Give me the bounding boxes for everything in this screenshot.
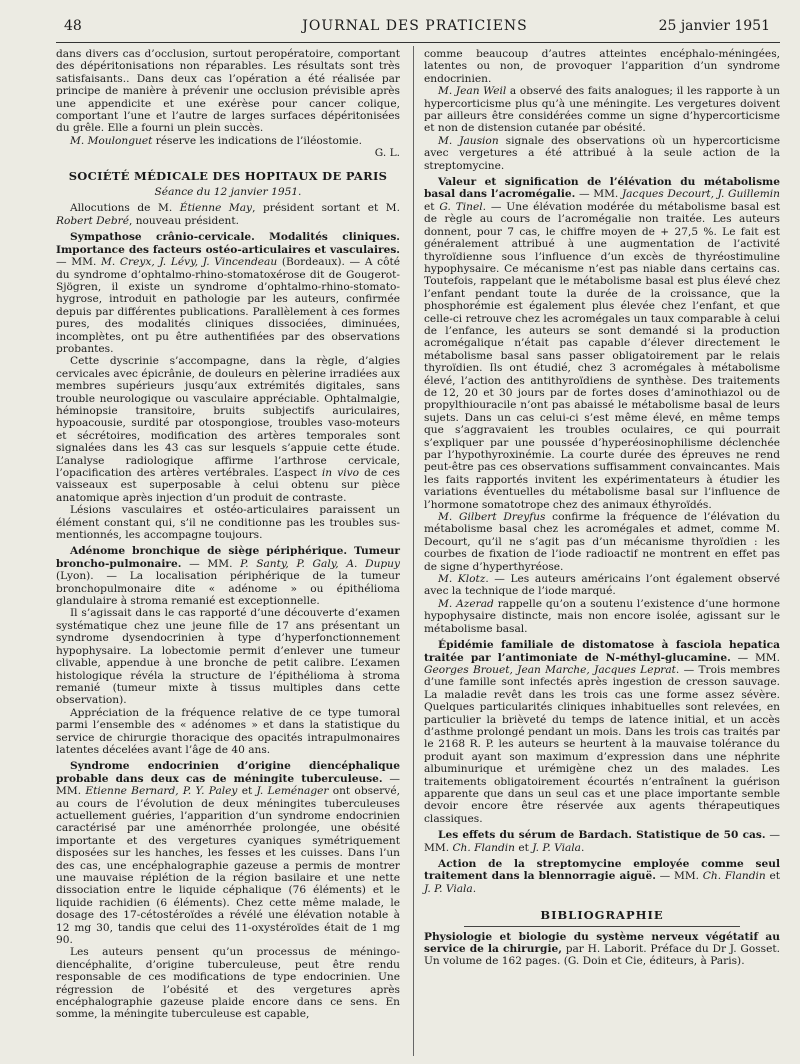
header-rule (56, 42, 780, 43)
paragraph: Lésions vasculaires et ostéo-articulaires paraissent un élément constant qui, s’il ne conditionne pas les troubles sus-mentionnés, les accompagne toujours. (56, 504, 400, 542)
article-adenome (56, 545, 400, 607)
bibliography-heading: BIBLIOGRAPHIE (540, 908, 664, 923)
text: par H. Laborit. Préface du Dr J. Gosset. Un volume de 162 pages. (G. Doin et Cie, éditeurs, à Paris). (424, 943, 780, 968)
author-name: M. Jean Weil (438, 85, 507, 98)
author-name: J. Leménager (256, 785, 329, 798)
paragraph (424, 135, 780, 172)
author-name: J. P. Viala (424, 882, 473, 895)
article-metabolisme (424, 176, 780, 511)
paragraph (56, 355, 400, 504)
article-title: Valeur et signification de l’élévation du métabolisme basal dans l’acromégalie. (424, 176, 780, 201)
text: — MM. (730, 651, 781, 664)
bibliography-rule (464, 926, 740, 927)
author-name: Étienne May (179, 202, 253, 215)
text: . — Trois membres d’une famille sont infectés après ingestion de cresson sauvage. La maladie revêt dans les trois cas une forme assez sévère. Quelques particularités cliniques inhabituelles sont relevées, en particulier la brièveté du temps de latence initial, et un accès d’asthme prolongé pendant un mois. Dans les trois cas traités par le 2168 R. P. les auteurs se heurtent à la mauvaise tolérance du produit ayant son maximum d’expression dans une néphrite albuminurique et urémigène chez un des malades. Les traitements obligatoirement écourtés n’entraînent la guérison apparente que dans un seul cas et une place importante semble devoir encore être réservée aux agents thérapeutiques classiques. (424, 663, 781, 825)
text: ont observé, au cours de l’évolution de deux méningites tuberculeuses actuellement guéries, l’apparition d’un syndrome endocrinien caractérisé par une aménorrhée prolongée, une obésité importante et des vergetures cyaniques symétriquement disposées sur les hanches, les fesses et les cuisses. Dans l’un des cas, une encéphalographie gazeuse a permis de montrer une mauvaise réplétion de la région basilaire et une nette dissociation entre le liquide céphalique (76 éléments) et le liquide rachidien (6 éléments). Chez cette même malade, le dosage des 17-cétostéroïdes a révélé une élévation notable à 12 mg 30, tandis que celui des 11-oxystéroïdes était de 1 mg 90. (56, 785, 400, 947)
text: — MM. (56, 256, 102, 269)
column-divider (413, 46, 414, 1056)
paragraph: Appréciation de la fréquence relative de ce type tumoral parmi l’ensemble des « adénomes » et dans la statistique du service de chirurgie thoracique des opacités intrapulmonaires latentes décelées avant l’âge de 40 ans. (56, 706, 400, 756)
text: — MM. (575, 188, 622, 201)
paragraph (424, 511, 780, 573)
text: — MM. (181, 557, 241, 570)
text: — MM. (655, 870, 703, 883)
author-names: Jacques Decourt, J. Guillemin (621, 188, 781, 201)
author-name: M. Azerad (438, 597, 494, 610)
text: Allocutions de M. (70, 202, 180, 215)
paragraph (424, 598, 780, 635)
article-syndrome (56, 760, 400, 946)
text: et (765, 870, 780, 883)
text: . — Une élévation modérée du métabolisme basal est de règle au cours de l’acromégalie non traitée. Les auteurs donnent, pour 7 cas, le chiffre moyen de + 27,5 %. Le fait est généralement attribué à une augmentation de l’activité thyroïdienne sous l’influence d’un excès de thyréostimuline hypophysaire. Ce mécanisme n’est pas niable dans certains cas. Toutefois, rappelant que le métabolisme basal est plus élevé chez l’enfant pendant toute la durée de la croissance, que la phosphorémie est également plus élevée chez l’enfant, et que celle-ci retrouve chez les acromégales un taux comparable à celui de l’enfance, les auteurs se sont demandé si la production acromégalique n’était pas capable d’élever directement le métabolisme basal sans passer obligatoirement par le relais thyroïdien. Ils ont étudié, chez 3 acromégales à métabolisme élevé, l’action des antithyroïdiens de synthèse. Des traitements de 12, 20 et 30 jours par de fortes doses d’aminothiazol ou de propylthiouracile n’ont pas abaissé le métabolisme basal de leurs sujets. Dans un cas celui-ci s’est même élevé, en même temps que s’aggravaient les troubles oculaires, ce qui pourrait s’expliquer par une poussée d’hyperéosinophilisme déclenchée par l’hypothyroxinémie. La courte durée des épreuves ne rend peut-être pas ces observations suffisamment convaincantes. Mais les faits rapportés invitent les expérimentateurs à étudier les variations éventuelles du métabolisme basal sur l’influence de l’hormone somatotrope chez des animaux éthyroïdés. (424, 200, 780, 511)
page-number: 48 (64, 18, 82, 34)
article-title: Les effets du sérum de Bardach. Statistique de 50 cas. (438, 829, 766, 842)
text: (Lyon). — La localisation périphérique de la tumeur bronchopulmonaire dite « adénome » ou épithélioma glandulaire à stroma remanié est exceptionnelle. (56, 570, 400, 608)
author-name: G. Tinel (439, 200, 483, 213)
signature: G. L. (374, 147, 400, 160)
author-names: M. Creyx, J. Lévy, J. Vincendeau (101, 256, 278, 269)
paragraph (56, 202, 400, 227)
author-name: M. Jausion (438, 134, 499, 147)
text: — MM. (424, 829, 781, 854)
article-title: Sympathose crânio-cervicale. Modalités cliniques. Importance des facteurs ostéo-articulaires et vasculaires. (56, 231, 400, 256)
author-name: M. Gilbert Dreyfus (438, 511, 546, 524)
text: et (424, 200, 440, 213)
issue-date: 25 janvier 1951 (658, 18, 770, 34)
text: , président sortant et M. (252, 202, 400, 215)
text: . (472, 882, 477, 895)
paragraph: Il s’agissait dans le cas rapporté d’une découverte d’examen systématique chez une jeune fille de 17 ans présentant un syndrome dysendocrinien à type d’hyperfonctionnement hypophysaire. La lobectomie permit d’enlever une tumeur clivable, appendue à une bronche de petit calibre. L’examen histologique révéla la structure de l’épithélioma à stroma remanié (tumeur mixte à tissus multiples dans cette observation). (56, 607, 400, 707)
text: a observé des faits analogues; il les rapporte à un hypercorticisme plus qu’à une méningite. Les vergetures doivent par ailleurs être considérées comme un signe d’hypercorticisme et non de distension cutanée par obésité. (424, 85, 780, 135)
author-name: Robert Debré (56, 214, 129, 227)
text: signale des observations où un hypercorticisme avec vergetures a été attribué à la seule action de la streptomycine. (424, 134, 780, 172)
author-name: J. P. Viala (532, 841, 581, 854)
text: . (581, 841, 585, 854)
book-title: Physiologie et biologie du système nerveux végétatif au service de la chirurgie, (424, 930, 780, 956)
text: , nouveau président. (128, 214, 239, 227)
article-distomatose (424, 639, 780, 825)
text: Cette dyscrinie s’accompagne, dans la règle, d’algies cervicales avec épicrânie, de douleurs en pèlerine irradiées aux membres supérieurs jusqu’aux extrémités digitales, sans trouble neurologique ou vasculaire appréciable. Ophtalmalgie, héminopsie transitoire, bruits subjectifs auriculaires, hypoacousie, surdité par otospongiose, troubles vaso-moteurs et sécrétoires, modification des artères temporales sont signalées dans les 43 cas sur lesquels s’appuie cette étude. L’analyse radiologique affirme l’arthrose cervicale, l’opacification des artères vertébrales. L’aspect (56, 355, 400, 479)
article-sympathose (56, 231, 400, 355)
right-column (424, 48, 780, 968)
article-streptomycine (424, 858, 780, 895)
author-names: P. Santy, P. Galy, A. Dupuy (240, 557, 400, 570)
text: . — Les auteurs américains l’ont également observé avec la technique de l’iode marqué. (424, 573, 781, 598)
article-title: Épidémie familiale de distomatose à fasciola hepatica traitée par l’antimoniate de N-méthyl-glucamine. (424, 639, 780, 664)
author-name: Ch. Flandin (702, 870, 766, 883)
page-header (60, 14, 770, 36)
author-name: M. Klotz (438, 573, 486, 586)
paragraph (424, 573, 780, 598)
book-entry (424, 931, 780, 968)
text: réserve les indications de l’iléostomie. (152, 134, 362, 147)
paragraph: Les auteurs pensent qu’un processus de méningo-diencéphalite, d’origine tuberculeuse, peut être rendu responsable de ces modifications de type endocrinien. Une régression de l’obésité et des vergetures après encéphalographie gazeuse plaide encore dans ce sens. En somme, la méningite tuberculeuse est capable, (56, 946, 400, 1021)
text: (Bordeaux). — A côté du syndrome d’ophtalmo-rhino-stomatoxérose dit de Gougerot-Sjögren, il existe un syndrome d’ophtalmo-rhino-stomato-hygrose, introduit en pathologie par les auteurs, confirmée depuis par différentes publications. Parallèlement à ces formes pures, des modalités cliniques dissociées, diminuées, incomplètes, ont pu être authentifiées par des observations probantes. (56, 256, 401, 355)
text: in vivo (321, 467, 359, 479)
article-bardach (424, 829, 780, 854)
text: et (237, 785, 257, 798)
author-name: Ch. Flandin (452, 841, 515, 854)
article-title: Syndrome endocrinien d’origine diencéphalique probable dans deux cas de méningite tuberculeuse. (56, 760, 400, 785)
article-title: Action de la streptomycine employée comme seul traitement dans la blennorragie aiguë. (424, 858, 780, 883)
text: confirme la fréquence de l’élévation du métabolisme basal chez les acromégales et admet, comme M. Decourt, qu’il ne s’agit pas d’un mécanisme thyroïdien : les courbes de fixation de l’iode radioactif ne montrent en effet pas de signe d’hyperthyréose. (424, 511, 780, 573)
seance-date: Séance du 12 janvier 1951. (154, 186, 302, 199)
author-names: Etienne Bernard, P. Y. Paley (85, 785, 238, 798)
paragraph (424, 85, 780, 135)
text: de ces vaisseaux est superposable à celui obtenu sur pièce anatomique après injection d’un produit de contraste. (56, 467, 400, 504)
text: et (514, 841, 533, 854)
paragraph (56, 135, 400, 147)
paragraph: dans divers cas d’occlusion, surtout peropératoire, comportant des dépéritonisations non réparables. Les résultats sont très satisfaisants.. Dans deux cas l’opération a été réalisée par principe de manière à prévenir une occlusion prévisible après une appendicite et une exérèse pour cancer colique, comportant l’une et l’autre de larges surfaces dépéritonisées du grêle. Elle a fourni un plein succès. (56, 48, 400, 135)
text: rappelle qu’on a soutenu l’existence d’une hormone hypophysaire distincte, mais non encore isolée, agissant sur le métabolisme basal. (424, 597, 780, 635)
society-heading: SOCIÉTÉ MÉDICALE DES HOPITAUX DE PARIS (68, 168, 388, 183)
paragraph: comme beaucoup d’autres atteintes encéphalo-méningées, latentes ou non, de provoquer l’apparition d’un syndrome endocrinien. (424, 48, 780, 85)
author-name: M. Moulonguet (70, 134, 153, 147)
author-names: Georges Brouet, Jean Marche, Jacques Leprat (424, 663, 676, 676)
journal-title: JOURNAL DES PRATICIENS (302, 18, 528, 34)
text: — MM. (56, 772, 400, 798)
left-column (56, 48, 400, 1021)
article-title: Adénome bronchique de siège périphérique. Tumeur broncho-pulmonaire. (56, 545, 400, 570)
